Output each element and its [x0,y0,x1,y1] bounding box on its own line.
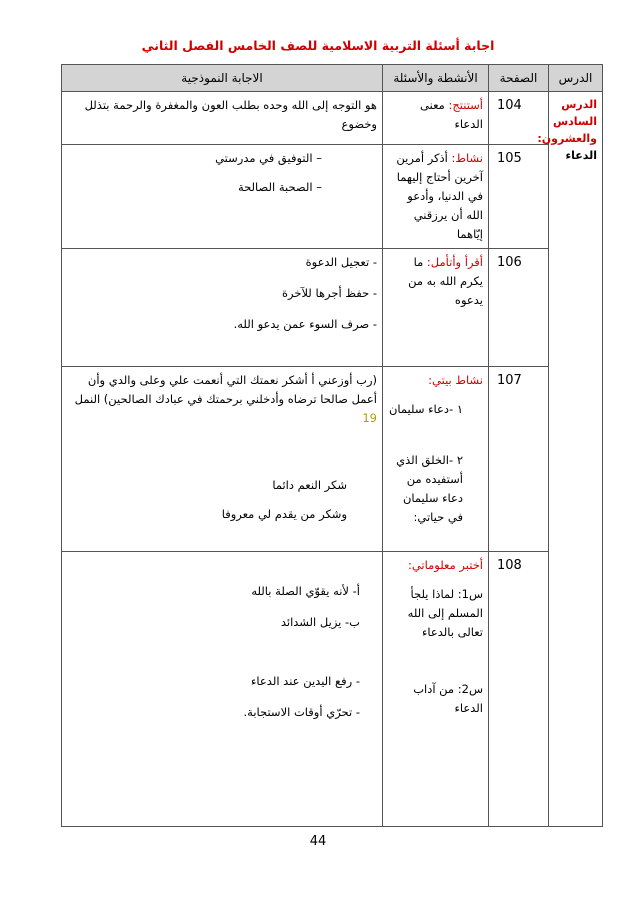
question-2: س2: من آداب الدعاء [413,682,483,715]
lesson-line: السادس [552,115,597,128]
activity-label: أستنتج: [448,98,483,112]
lesson-line: والعشرون: [537,132,597,145]
activity-item: ٢ -الخلق الذي أستفيده من دعاء سليمان في حياتي: [396,453,463,524]
activity-label: نشاط بيتي: [428,373,483,387]
activity-item: ١ -دعاء سليمان [388,402,463,416]
answer-cell [62,249,383,367]
answer-line: - تحرّي أوقات الاستجابة. [243,705,360,719]
answer-line: - تعجيل الدعوة [305,255,377,269]
page-cell: 105 [489,145,549,249]
verse-number: 19 [362,411,377,425]
lesson-topic: الدعاء [565,149,597,162]
page-number: 44 [309,834,327,849]
activity-cell [383,249,489,367]
activity-cell [383,552,489,827]
table-header-row [62,65,603,92]
answer-line: وشكر من يقدم لي معروفا [221,507,347,521]
answer-line: – التوفيق في مدرستي [215,151,322,165]
table-row [62,92,603,145]
header-activities: الأنشطة والأسئلة [383,65,489,92]
question-1: س1: لماذا يلجأ المسلم إلى الله تعالى بالدعاء [407,587,483,639]
table-row [62,552,603,827]
page-cell: 108 [489,552,549,827]
answer-line: - حفظ أجرها للآخرة [281,286,377,300]
activity-cell [383,145,489,249]
page-cell: 104 [489,92,549,145]
activity-text: ما يكرم الله به من يدعوه [408,255,483,307]
answer-cell [62,145,383,249]
page-title: اجابة أسئلة التربية الاسلامية للصف الخامس الفصل الثاني [141,38,495,53]
lesson-cell [537,92,603,827]
activity-text: معنى الدعاء [420,98,483,131]
answers-table [61,64,603,827]
activity-cell [383,92,489,145]
answer-line: شكر النعم دائما [272,478,347,492]
answer-line: - صرف السوء عمن يدعو الله. [233,317,377,331]
answer-line: ب- يزيل الشدائد [280,615,360,629]
page-cell: 106 [489,249,549,367]
activity-cell [383,367,489,552]
page-cell: 107 [489,367,549,552]
table-row [62,145,603,249]
answer-line: – الصحبة الصالحة [237,180,322,194]
table-row [62,249,603,367]
activity-label: أختبر معلوماتي: [407,558,483,572]
table-row [62,367,603,552]
header-page: الصفحة [489,65,549,92]
activity-text: أذكر أمرين آخرين أحتاج إليهما في الدنيا، وأدعو الله أن يرزقني إيّاهما [396,151,483,241]
answer-cell [62,552,383,827]
answer-line: أ- لأنه يقوّي الصلة بالله [251,584,360,598]
lesson-line: الدرس [561,98,597,111]
answer-line: - رفع اليدين عند الدعاء [251,674,360,688]
answer-cell: هو التوجه إلى الله وحده بطلب العون والمغفرة والرحمة بتذلل وخضوع [62,92,383,145]
activity-label: نشاط: [451,151,483,165]
quote-text: (رب أوزعني أ أشكر نعمتك التي أنعمت علي وعلى والدي وأن أعمل صالحا ترضاه وأدخلني برحمتك في عبادك الصالحين) النمل [74,373,377,406]
answer-quote [67,371,377,428]
header-lesson: الدرس [549,65,603,92]
activity-label: أقرأ وأتأمل: [426,255,483,269]
answer-cell [62,367,383,552]
header-answer: الاجابة النموذجية [62,65,383,92]
